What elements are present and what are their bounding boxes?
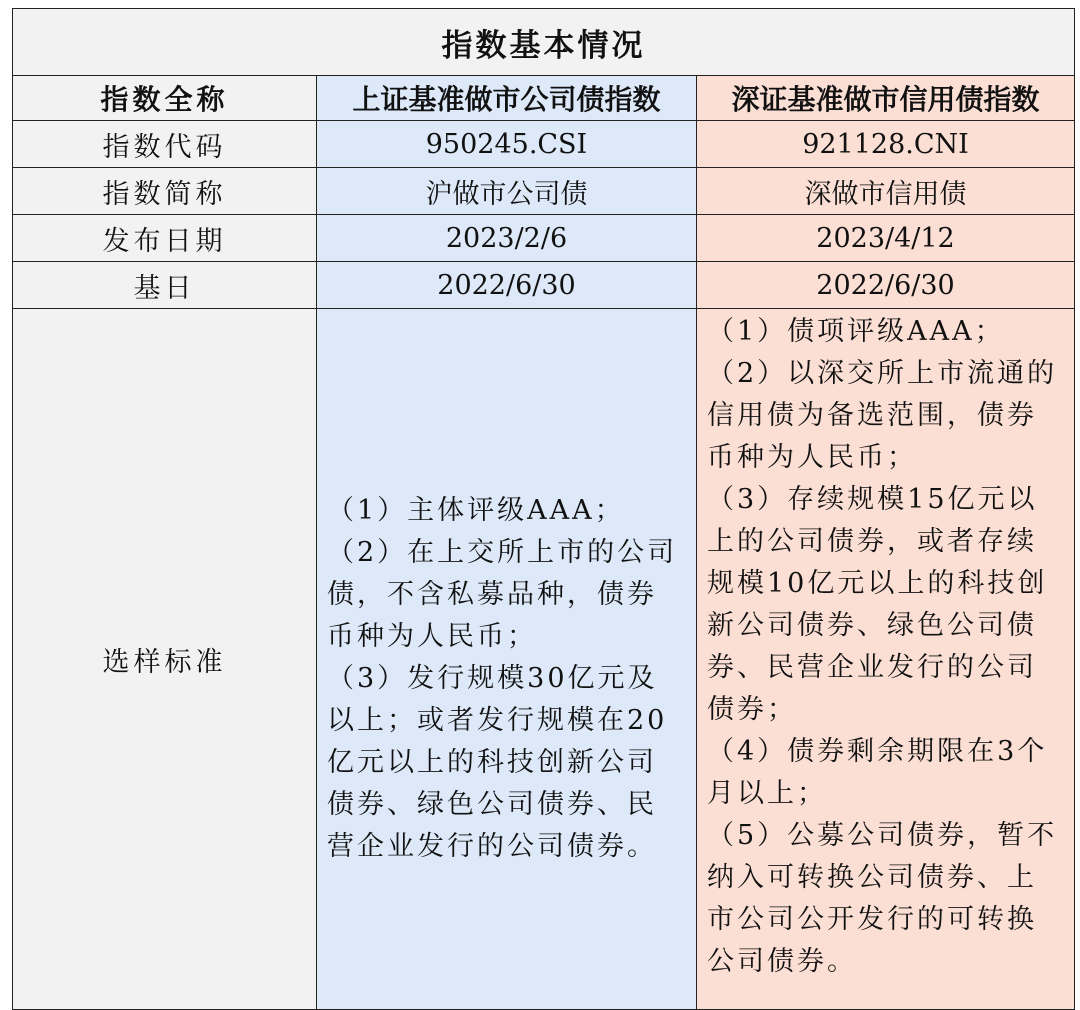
sz-criteria bbox=[697, 309, 1075, 1010]
index-comparison-table-wrapper bbox=[12, 8, 1074, 1010]
row-label: 选样标准 bbox=[13, 309, 317, 1010]
row-label: 发布日期 bbox=[13, 215, 317, 262]
table-title: 指数基本情况 bbox=[13, 9, 1075, 76]
row-label: 指数简称 bbox=[13, 168, 317, 215]
row-label: 基日 bbox=[13, 262, 317, 309]
sh-criteria-item: （2）在上交所上市的公司债，不含私募品种，债券币种为人民币； bbox=[327, 537, 678, 652]
header-sz-index: 深证基准做市信用债指数 bbox=[697, 76, 1075, 121]
sz-criteria-item: （2）以深交所上市流通的信用债为备选范围，债券币种为人民币； bbox=[707, 358, 1058, 473]
sz-value: 921128.CNI bbox=[697, 121, 1075, 168]
table-row-short-name bbox=[13, 168, 1075, 215]
sz-criteria-item: （3）存续规模15亿元以上的公司债券，或者存续规模10亿元以上的科技创新公司债券、绿色公司债券、民营企业发行的公司债券； bbox=[707, 484, 1048, 725]
index-comparison-table bbox=[12, 8, 1075, 1010]
sz-criteria-item: （4）债券剩余期限在3个月以上； bbox=[707, 736, 1048, 809]
table-row-index-code bbox=[13, 121, 1075, 168]
sz-value: 2023/4/12 bbox=[697, 215, 1075, 262]
sz-value: 深做市信用债 bbox=[697, 168, 1075, 215]
sh-criteria-item: （3）发行规模30亿元及以上；或者发行规模在20亿元以上的科技创新公司债券、绿色公司债券、民营企业发行的公司债券。 bbox=[327, 663, 668, 862]
row-label: 指数代码 bbox=[13, 121, 317, 168]
header-row bbox=[13, 76, 1075, 121]
table-row-base-date bbox=[13, 262, 1075, 309]
sz-criteria-item: （1）债项评级AAA； bbox=[707, 316, 1005, 347]
header-sh-index: 上证基准做市公司债指数 bbox=[317, 76, 697, 121]
sz-value: 2022/6/30 bbox=[697, 262, 1075, 309]
sh-value: 沪做市公司债 bbox=[317, 168, 697, 215]
sh-criteria-item: （1）主体评级AAA； bbox=[327, 495, 625, 526]
sz-criteria-item: （5）公募公司债券，暂不纳入可转换公司债券、上市公司公开发行的可转换公司债券。 bbox=[707, 820, 1058, 977]
table-row-release-date bbox=[13, 215, 1075, 262]
title-row bbox=[13, 9, 1075, 76]
header-label-full-name: 指数全称 bbox=[13, 76, 317, 121]
sh-value: 2023/2/6 bbox=[317, 215, 697, 262]
sh-criteria bbox=[317, 309, 697, 1010]
table-row-selection-criteria bbox=[13, 309, 1075, 1010]
sh-value: 2022/6/30 bbox=[317, 262, 697, 309]
sh-value: 950245.CSI bbox=[317, 121, 697, 168]
